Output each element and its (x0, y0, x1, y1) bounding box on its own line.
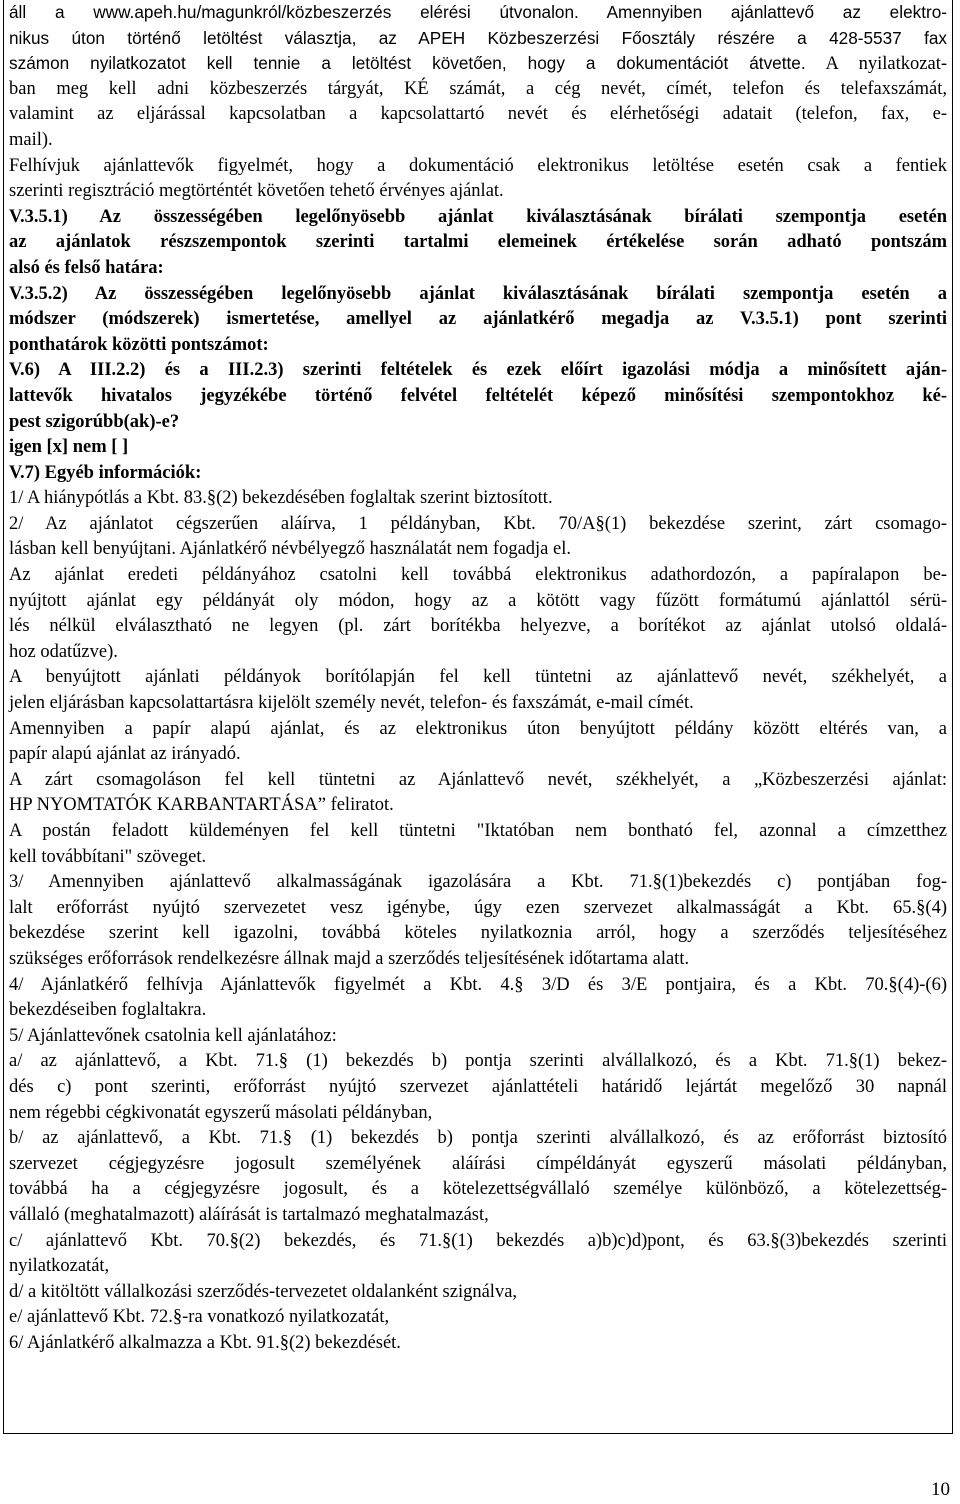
text-line: lalt erőforrást nyújtó szervezetet vesz igénybe, úgy ezen szervezet alkalmasságát a Kbt. 65.§(4) (9, 897, 947, 918)
text-line: 6/ Ajánlatkérő alkalmazza a Kbt. 91.§(2) bekezdését. (9, 1332, 401, 1353)
text-line: A postán feladott küldeményen fel kell tüntetni "Iktatóban nem bontható fel, azonnal a címzetthez (9, 821, 947, 841)
text-line: Amennyiben a papír alapú ajánlat, és az elektronikus úton benyújtott példány között eltérés van, a (9, 718, 947, 739)
section-heading-line: lattevők hivatalos jegyzékébe történő felvétel feltételét képező minősítési szempontokhoz ké- (9, 385, 947, 406)
text-line: Az ajánlat eredeti példányához csatolni kell továbbá elektronikus adathordozón, a papíralapon be- (9, 565, 947, 586)
text-line: hoz odatűzve). (9, 641, 118, 662)
text-line: HP NYOMTATÓK KARBANTARTÁSA” feliratot. (9, 795, 394, 816)
page-number: 10 (931, 1479, 950, 1500)
section-heading-line: pest szigorúbb(ak)-e? (9, 411, 180, 432)
section-heading-line: V.3.5.1) Az összességében legelőnyösebb ajánlat kiválasztásának bírálati szempontja esetén (9, 206, 947, 227)
text-line: továbbá ha a cégjegyzésre jogosult, és a kötelezettségvállaló személye különböző, a kötelezettség- (9, 1179, 947, 1200)
text-line: Felhívjuk ajánlattevők figyelmét, hogy a dokumentáció elektronikus letöltése esetén csak a fentiek (9, 155, 947, 176)
text-line: nem régebbi cégkivonatát egyszerű másolati példányban, (9, 1102, 433, 1123)
section-heading-line: V.6) A III.2.2) és a III.2.3) szerinti feltételek és ezek előírt igazolási módja a minősített aján- (9, 360, 947, 381)
section-heading-line: ponthatárok közötti pontszámot: (9, 334, 269, 355)
text-line: vállaló (meghatalmazott) aláírását is tartalmazó meghatalmazást, (9, 1204, 489, 1225)
text-line: d/ a kitöltött vállalkozási szerződés-tervezetet oldalanként szignálva, (9, 1281, 518, 1302)
section-heading-line: módszer (módszerek) ismertetése, amellyel az ajánlatkérő megadja az V.3.5.1) pont szerinti (9, 309, 947, 330)
answer-line: igen [x] nem [ ] (9, 437, 129, 458)
text-line: nikus úton történő letöltést választja, az APEH Közbeszerzési Főosztály részére a 428-5537 fax (9, 27, 947, 48)
text-line: szükséges erőforrások rendelkezésre állnak majd a szerződés teljesítésének időtartama alatt. (9, 948, 690, 969)
section-heading-line: V.3.5.2) Az összességében legelőnyösebb ajánlat kiválasztásának bírálati szempontja esetén a (9, 283, 947, 304)
text-line: 2/ Az ajánlatot cégszerűen aláírva, 1 példányban, Kbt. 70/A§(1) bekezdése szerint, zárt csomago- (9, 513, 947, 534)
text-line: lés nélkül elválasztható ne legyen (pl. zárt borítékba helyezve, a borítékot az ajánlat utolsó oldalá- (9, 616, 947, 637)
text-line: A benyújtott ajánlati példányok borítólapján fel kell tüntetni az ajánlattevő nevét, székhelyét, a (9, 667, 947, 688)
text-line: szervezet cégjegyzésre jogosult személyének aláírási címpéldányát egyszerű másolati példányban, (9, 1153, 947, 1174)
text-line: a/ az ajánlattevő, a Kbt. 71.§ (1) bekezdés b) pontja szerinti alvállalkozó, és a Kbt. 71.§(1) bekez- (9, 1051, 947, 1072)
text-line: bekezdéseiben foglaltakra. (9, 1000, 207, 1021)
text-line: 4/ Ajánlatkérő felhívja Ajánlattevők figyelmét a Kbt. 4.§ 3/D és 3/E pontjaira, és a Kbt. 70.§(4)-(6) (9, 974, 947, 995)
text-line: áll a www.apeh.hu/magunkról/közbeszerzés elérési útvonalon. Amennyiben ajánlattevő az elektro- (9, 2, 947, 22)
text-line: valamint az eljárással kapcsolatban a kapcsolattartó nevét és elérhetőségi adatait (telefon, fax, e- (9, 104, 947, 125)
text-line: nyújtott ajánlat egy példányát oly módon, hogy az a kötött vagy fűzött formátumú ajánlattól sérü- (9, 590, 947, 611)
text-line: bekezdése szerint kell igazolni, továbbá köteles nyilatkoznia arról, hogy a szerződés teljesítéséhez (9, 923, 947, 944)
text-line: 3/ Amennyiben ajánlattevő alkalmasságának igazolására a Kbt. 71.§(1)bekezdés c) pontjában fog- (9, 872, 947, 893)
text-line: dés c) pont szerinti, erőforrást nyújtó szervezet ajánlattételi határidő lejártát megelőző 30 napnál (9, 1076, 947, 1097)
text-line: 1/ A hiánypótlás a Kbt. 83.§(2) bekezdésében foglaltak szerint biztosított. (9, 488, 553, 509)
text-line: ban meg kell adni közbeszerzés tárgyát, KÉ számát, a cég nevét, címét, telefon és telefaxszámát, (9, 78, 947, 99)
text-line: c/ ajánlattevő Kbt. 70.§(2) bekezdés, és 71.§(1) bekezdés a)b)c)d)pont, és 63.§(3)bekezdés szerinti (9, 1230, 947, 1251)
section-heading-line: az ajánlatok részszempontok szerinti tartalmi elemeinek értékelése során adható pontszám (9, 232, 947, 253)
text-line: e/ ajánlattevő Kbt. 72.§-ra vonatkozó nyilatkozatát, (9, 1307, 390, 1328)
text-line: mail). (9, 129, 53, 150)
text-line: A zárt csomagoláson fel kell tüntetni az Ajánlattevő nevét, székhelyét, a „Közbeszerzési ajánlat: (9, 769, 947, 790)
text-run-serif: A nyilatkozat- (805, 54, 947, 75)
text-line: kell továbbítani" szöveget. (9, 846, 207, 867)
document-body (9, 0, 947, 1356)
section-heading-line: V.7) Egyéb információk: (9, 462, 202, 483)
section-heading-line: alsó és felső határa: (9, 257, 164, 278)
text-line: lásban kell benyújtani. Ajánlatkérő névbélyegző használatát nem fogadja el. (9, 539, 571, 560)
text-line: papír alapú ajánlat az irányadó. (9, 744, 241, 765)
text-line: nyilatkozatát, (9, 1256, 110, 1277)
text-line (9, 51, 947, 77)
text-line: b/ az ajánlattevő, a Kbt. 71.§ (1) bekezdés b) pontja szerinti alvállalkozó, és az erőforrást biztosító (9, 1128, 947, 1149)
text-line: 5/ Ajánlattevőnek csatolnia kell ajánlatához: (9, 1025, 337, 1046)
text-line: szerinti regisztráció megtörténtét követően tehető érvényes ajánlat. (9, 181, 504, 202)
text-run-sans: számon nyilatkozatot kell tennie a letöltést követően, hogy a dokumentációt átvette. (9, 53, 806, 74)
text-line: jelen eljárásban kapcsolattartásra kijelölt személy nevét, telefon- és faxszámát, e-mail címét. (9, 693, 694, 714)
